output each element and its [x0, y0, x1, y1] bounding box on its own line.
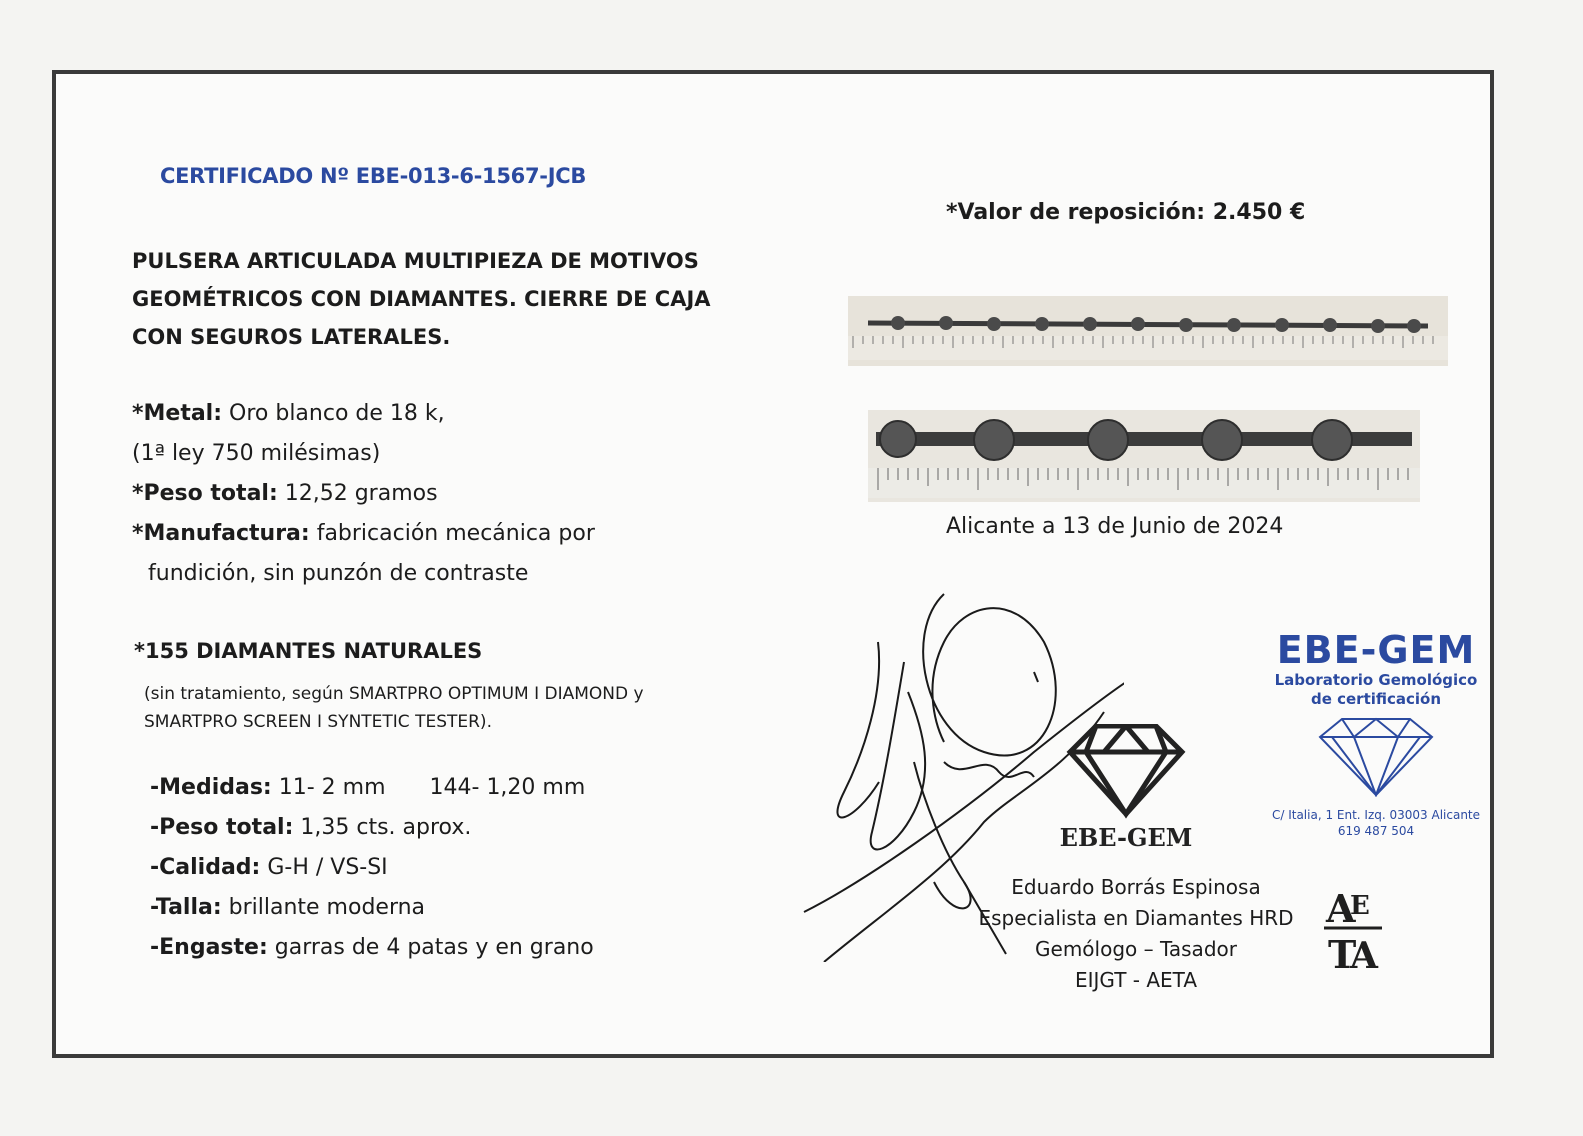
detail-quality: -Calidad: G-H / VS-SI	[150, 855, 388, 880]
laboratory-stamp	[1236, 629, 1516, 839]
spec-manufacture-cont: fundición, sin punzón de contraste	[148, 561, 529, 586]
gemologist-title1: Especialista en Diamantes HRD	[978, 906, 1294, 930]
issue-date: Alicante a 13 de Junio de 2024	[946, 514, 1284, 539]
certificate-frame	[52, 70, 1494, 1058]
gemologist-title2: Gemólogo – Tasador	[1035, 937, 1237, 961]
spec-metal-law: (1ª ley 750 milésimas)	[132, 441, 381, 466]
spec-weight: *Peso total: 12,52 gramos	[132, 481, 438, 506]
logo-text: EBE-GEM	[1059, 823, 1193, 852]
stamp-line1: Laboratorio Gemológico	[1274, 671, 1478, 689]
bracelet-photo-full	[848, 296, 1448, 366]
stamp-diamond-icon	[1314, 715, 1438, 797]
detail-weight: -Peso total: 1,35 cts. aprox.	[150, 815, 472, 840]
item-description: PULSERA ARTICULADA MULTIPIEZA DE MOTIVOS GEOMÉTRICOS CON DIAMANTES. CIERRE DE CAJA CON SEGUROS LATERALES.	[132, 249, 711, 349]
spec-list	[132, 394, 595, 594]
gemologist-assoc: EIJGT - AETA	[1074, 968, 1198, 992]
replacement-value: *Valor de reposición: 2.450 €	[946, 200, 1306, 225]
diamonds-note: (sin tratamiento, según SMARTPRO OPTIMUM I DIAMOND y SMARTPRO SCREEN I SYNTETIC TESTER).	[144, 684, 644, 732]
stamp-line2: de certificación	[1310, 690, 1442, 708]
detail-setting: -Engaste: garras de 4 patas y en grano	[150, 935, 594, 960]
spec-metal: *Metal: Oro blanco de 18 k,	[132, 401, 445, 426]
detail-measures: -Medidas: 11- 2 mm 144- 1,20 mm	[150, 775, 586, 800]
gemologist-block	[936, 872, 1336, 996]
ebe-gem-diamond-logo	[1056, 724, 1196, 854]
stamp-address: C/ Italia, 1 Ent. Izq. 03003 Alicante	[1271, 808, 1481, 822]
aeta-monogram-logo	[1324, 884, 1384, 976]
detail-cut: -Talla: brillante moderna	[150, 895, 426, 920]
gemologist-name: Eduardo Borrás Espinosa	[1011, 875, 1261, 899]
stamp-title: EBE-GEM	[1276, 628, 1476, 672]
certificate-number: CERTIFICADO Nº EBE-013-6-1567-JCB	[160, 164, 587, 188]
diamond-details	[150, 768, 594, 968]
stamp-phone: 619 487 504	[1337, 824, 1415, 838]
bracelet-photo-closeup	[868, 410, 1420, 502]
svg-text:E: E	[1350, 891, 1370, 921]
svg-text:T: T	[1328, 932, 1357, 976]
diamonds-title: *155 DIAMANTES NATURALES	[134, 639, 483, 663]
svg-text:A: A	[1326, 886, 1356, 931]
svg-text:A: A	[1350, 935, 1378, 976]
spec-manufacture: *Manufactura: fabricación mecánica por	[132, 521, 595, 546]
